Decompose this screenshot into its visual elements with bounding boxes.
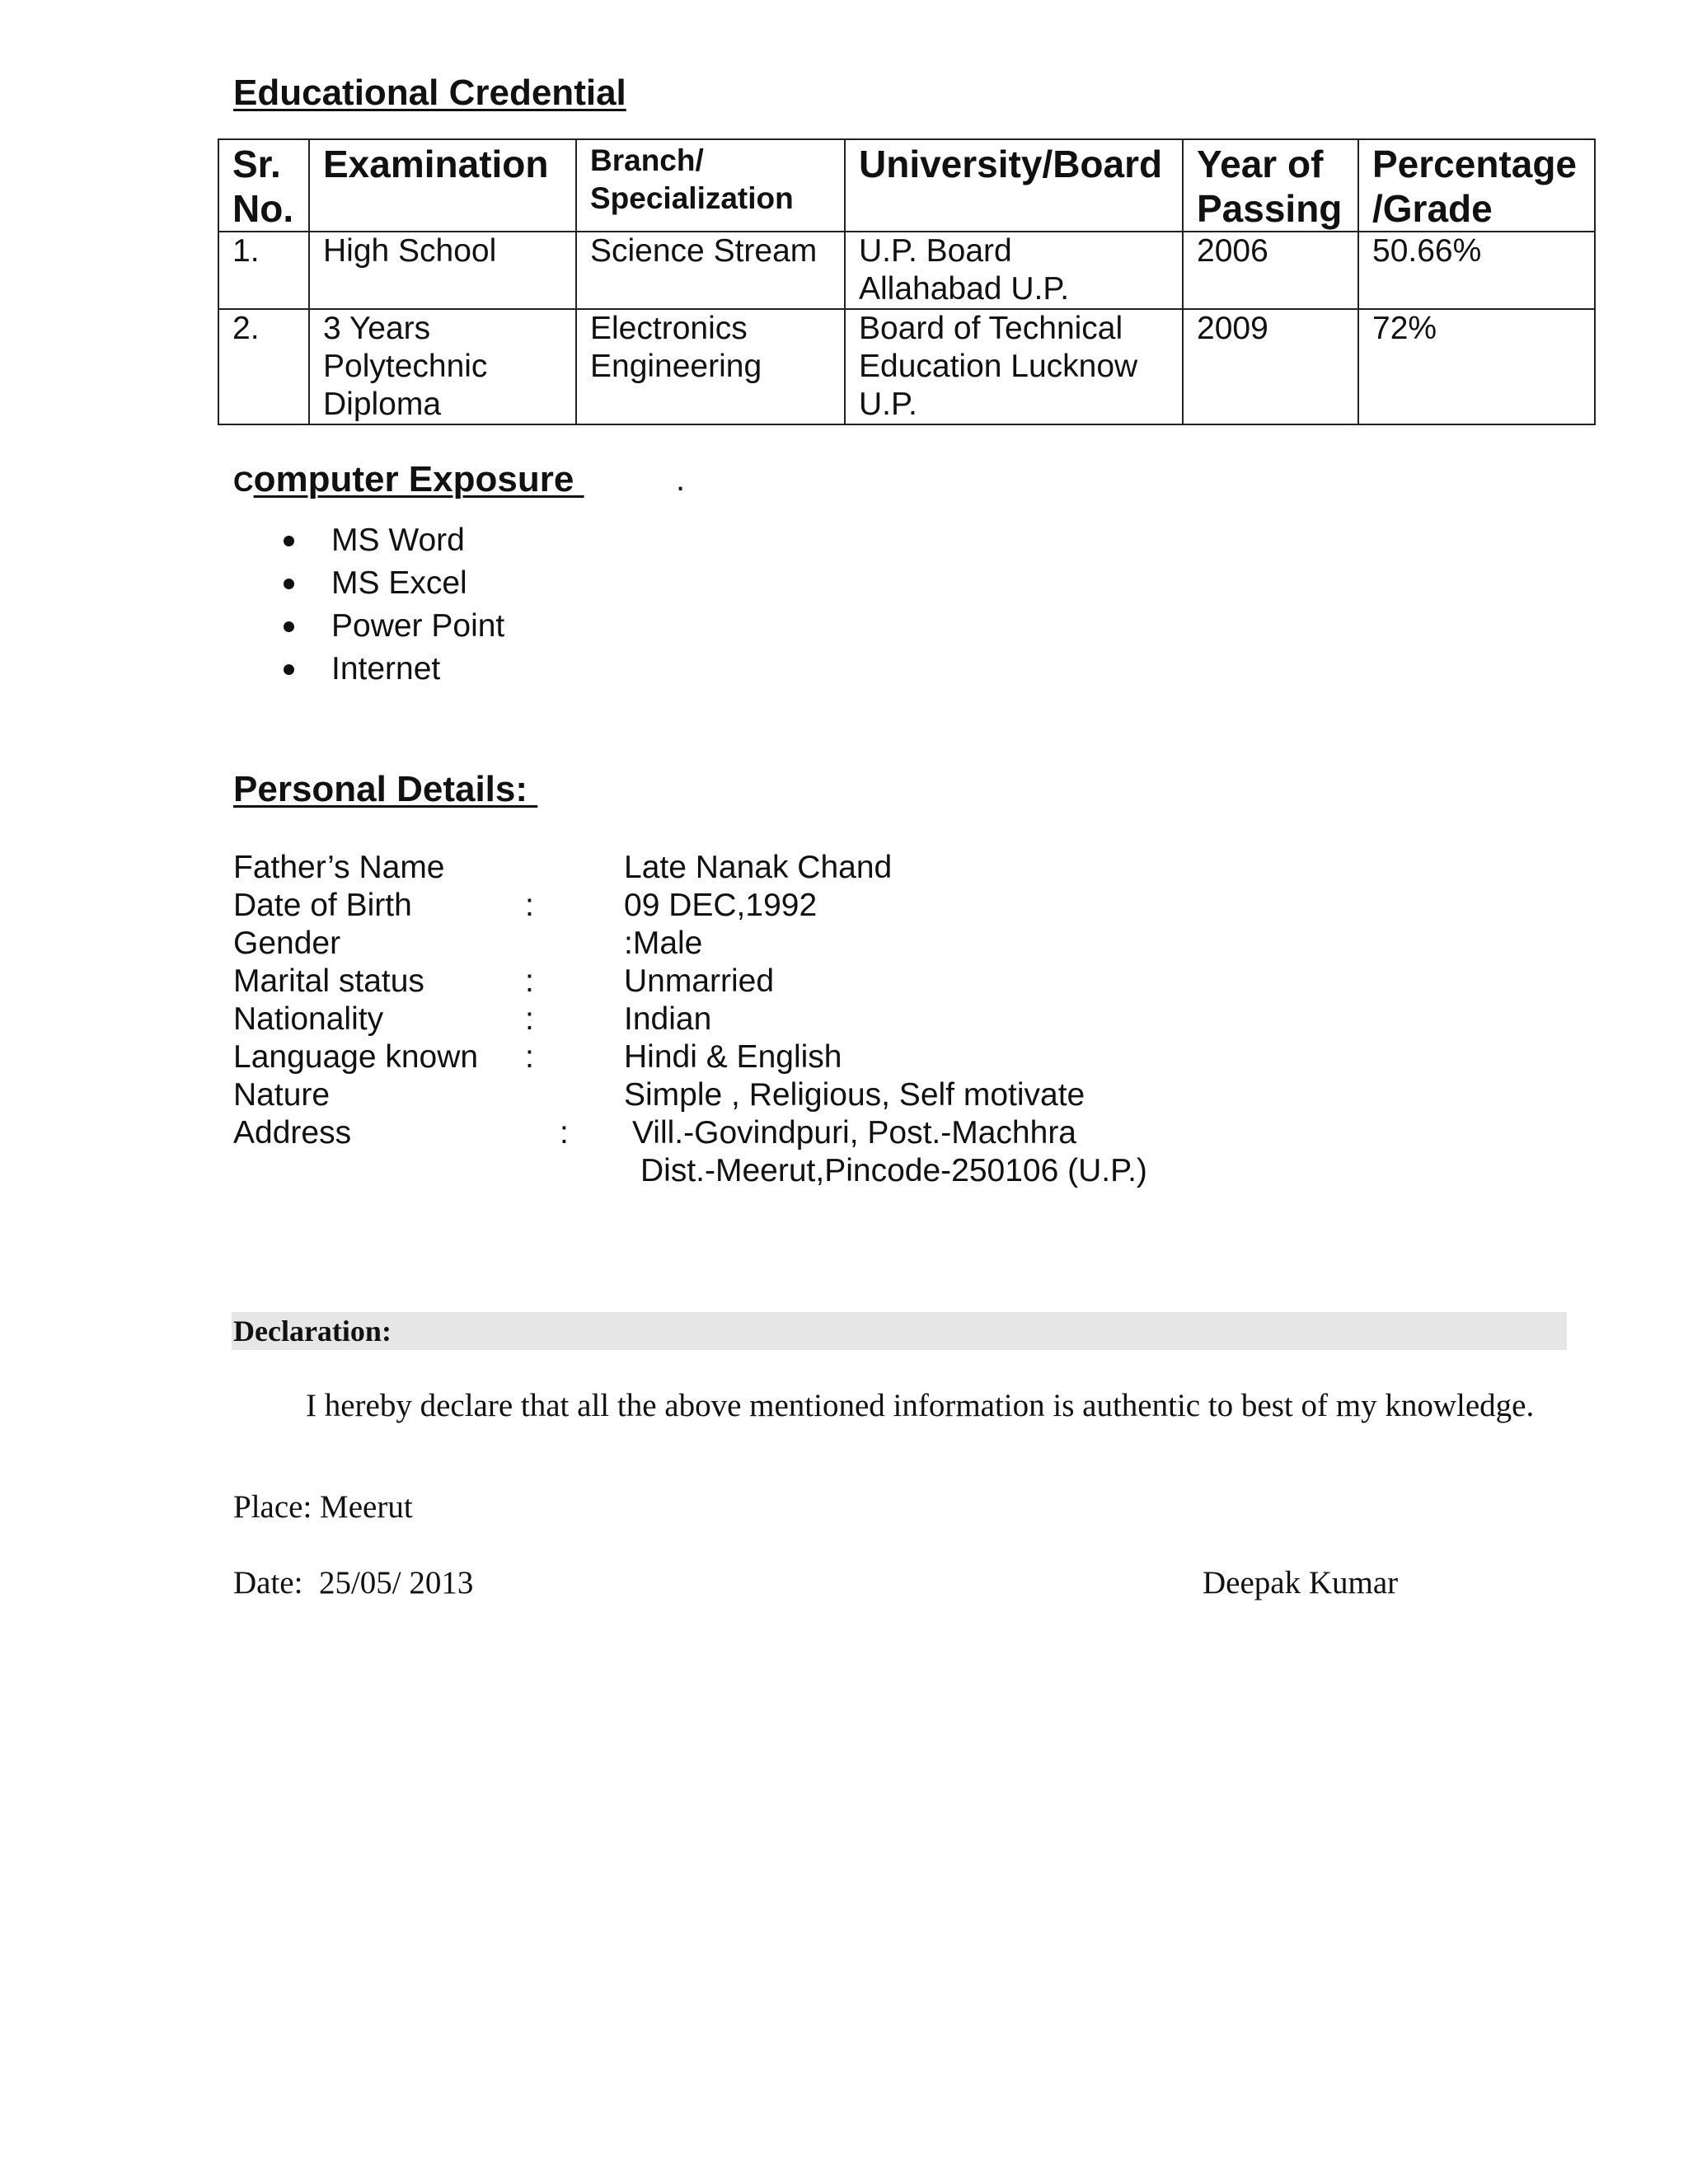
cell-board: Board of Technical Education Lucknow U.P. <box>845 309 1183 424</box>
detail-value: 09 DEC,1992 <box>624 888 818 923</box>
cell-board: U.P. Board Allahabad U.P. <box>845 232 1183 309</box>
list-item: MS Word <box>280 519 504 562</box>
declaration-header-bar <box>232 1312 1567 1350</box>
detail-value: Indian <box>624 1001 712 1037</box>
declaration-title: Declaration: <box>233 1315 392 1347</box>
computer-skills-list <box>280 519 504 691</box>
table-row <box>218 309 1595 424</box>
bullet-icon <box>284 621 294 632</box>
detail-value: Late Nanak Chand <box>624 850 893 885</box>
personal-title: Personal Details: <box>233 769 538 809</box>
detail-label: Language known <box>233 1039 479 1075</box>
declaration-place: Place: Meerut <box>233 1489 413 1525</box>
detail-label: Father’s Name <box>233 850 445 885</box>
header-sr-no: Sr. No. <box>218 139 309 232</box>
cell-sr: 1. <box>218 232 309 309</box>
header-percentage: Percentage /Grade <box>1358 139 1595 232</box>
bullet-icon <box>284 536 294 546</box>
header-branch: Branch/ Specialization <box>576 139 845 232</box>
detail-colon: : <box>525 1001 534 1037</box>
detail-address-line2: Dist.-Meerut,Pincode-250106 (U.P.) <box>640 1153 1147 1188</box>
education-table <box>218 138 1596 425</box>
list-item: Internet <box>280 648 504 691</box>
table-row <box>218 232 1595 309</box>
computer-title-prefix: C <box>233 466 254 498</box>
detail-label: Marital status <box>233 963 424 999</box>
detail-colon: : <box>560 1115 569 1151</box>
detail-value: Vill.-Govindpuri, Post.-Machhra <box>632 1115 1076 1151</box>
declaration-text: I hereby declare that all the above mentioned information is authentic to best of my knowledge. <box>306 1388 1535 1423</box>
cell-branch: Science Stream <box>576 232 845 309</box>
computer-title-dot: . <box>676 462 686 498</box>
cell-year: 2009 <box>1183 309 1358 424</box>
header-examination: Examination <box>309 139 576 232</box>
cell-sr: 2. <box>218 309 309 424</box>
header-year: Year of Passing <box>1183 139 1358 232</box>
detail-label: Gender <box>233 926 341 961</box>
detail-label: Nature <box>233 1077 331 1113</box>
bullet-icon <box>284 579 294 589</box>
detail-label: Date of Birth <box>233 888 412 923</box>
cell-year: 2006 <box>1183 232 1358 309</box>
detail-value: Simple , Religious, Self motivate <box>624 1077 1085 1113</box>
education-title: Educational Credential <box>233 73 626 113</box>
detail-value: Unmarried <box>624 963 775 999</box>
cell-grade: 72% <box>1358 309 1595 424</box>
declaration-date: Date: 25/05/ 2013 <box>233 1565 474 1601</box>
cell-branch: Electronics Engineering <box>576 309 845 424</box>
detail-colon: : <box>525 888 534 923</box>
cell-exam: 3 Years Polytechnic Diploma <box>309 309 576 424</box>
header-university: University/Board <box>845 139 1183 232</box>
table-header-row <box>218 139 1595 232</box>
detail-colon: : <box>525 1039 534 1075</box>
list-item: MS Excel <box>280 562 504 605</box>
computer-title-main: omputer Exposure <box>253 459 584 499</box>
signature-name: Deepak Kumar <box>1203 1565 1399 1601</box>
list-item: Power Point <box>280 605 504 648</box>
cell-grade: 50.66% <box>1358 232 1595 309</box>
detail-value: :Male <box>624 926 703 961</box>
detail-label: Address <box>233 1115 352 1151</box>
detail-colon: : <box>525 963 534 999</box>
cell-exam: High School <box>309 232 576 309</box>
detail-label: Nationality <box>233 1001 384 1037</box>
bullet-icon <box>284 664 294 675</box>
detail-value: Hindi & English <box>624 1039 842 1075</box>
computer-title <box>233 459 584 500</box>
